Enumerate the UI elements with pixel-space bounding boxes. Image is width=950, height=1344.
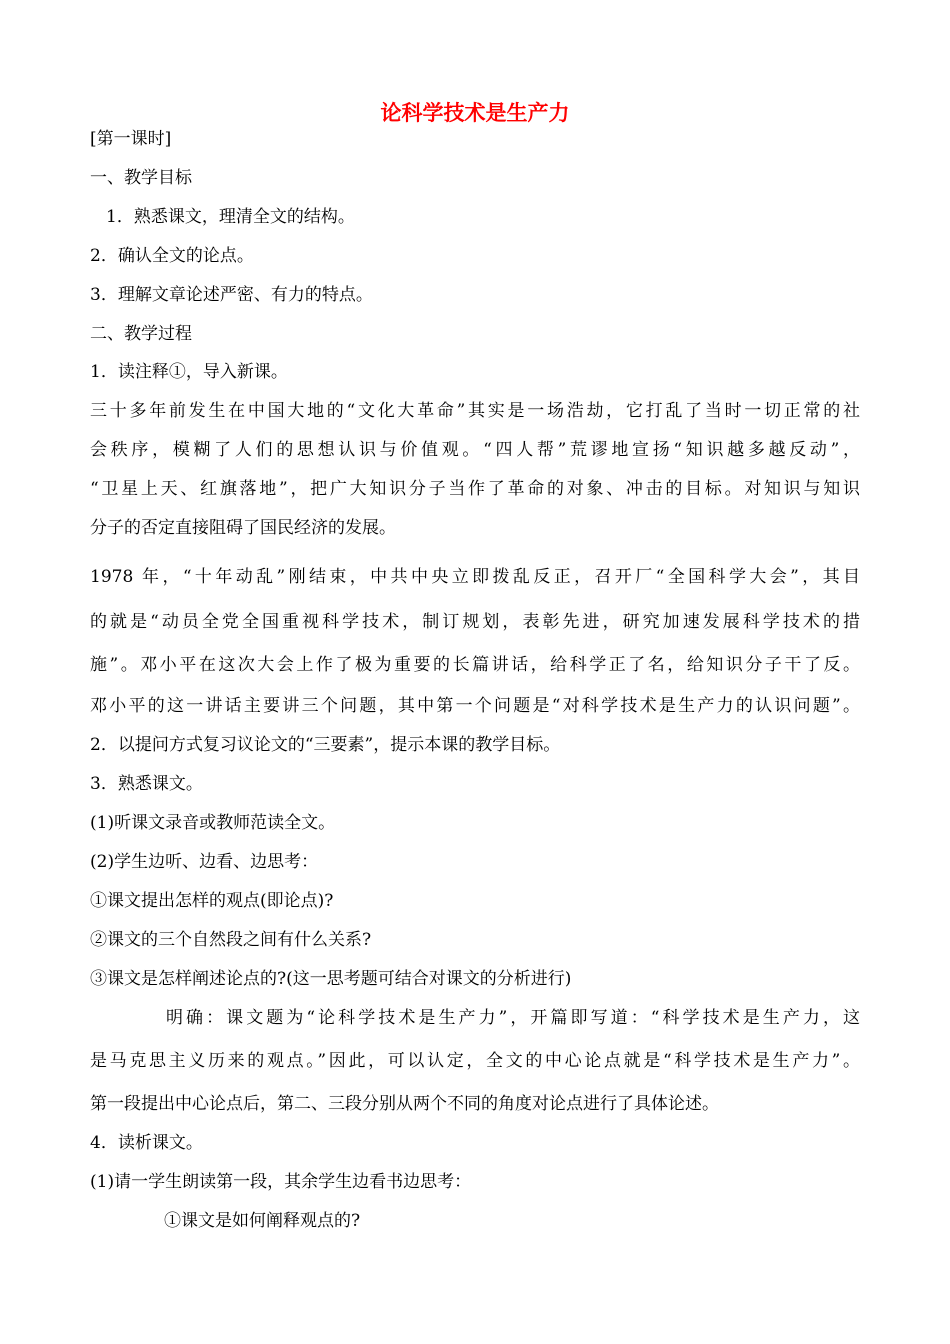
sub-step: (1)听课文录音或教师范读全文。 bbox=[90, 813, 336, 833]
paragraph-line: 施”。邓小平在这次大会上作了极为重要的长篇讲话，给科学正了名，给知识分子干了反。 bbox=[90, 655, 860, 675]
goal-item-2: 2．确认全文的论点。 bbox=[90, 246, 254, 266]
paragraph-line: 邓小平的这一讲话主要讲三个问题，其中第一个问题是“对科学技术是生产力的认识问题”。 bbox=[90, 696, 860, 716]
lesson-period-label: [第一课时] bbox=[90, 129, 172, 149]
question-item: ①课文提出怎样的观点(即论点)? bbox=[90, 891, 334, 911]
paragraph-line: 会秩序，模糊了人们的思想认识与价值观。“四人帮”荒谬地宣扬“知识越多越反动”， bbox=[90, 440, 860, 460]
paragraph-line: 是马克思主义历来的观点。”因此，可以认定，全文的中心论点就是“科学技术是生产力”。 bbox=[90, 1051, 860, 1071]
section-heading-goals: 一、教学目标 bbox=[90, 168, 192, 188]
paragraph-line: 第一段提出中心论点后，第二、三段分别从两个不同的角度对论点进行了具体论述。 bbox=[90, 1094, 719, 1114]
paragraph-line: 三十多年前发生在中国大地的“文化大革命”其实是一场浩劫，它打乱了当时一切正常的社 bbox=[90, 401, 860, 421]
process-step-2: 2．以提问方式复习议论文的“三要素”，提示本课的教学目标。 bbox=[90, 735, 561, 755]
sub-step: (2)学生边听、边看、边思考： bbox=[90, 852, 319, 872]
goal-item-1: 1．熟悉课文，理清全文的结构。 bbox=[106, 207, 355, 227]
question-item: ③课文是怎样阐述论点的?(这一思考题可结合对课文的分析进行) bbox=[90, 969, 572, 989]
question-item: ①课文是如何阐释观点的? bbox=[164, 1211, 361, 1231]
paragraph-line: 1978 年，“十年动乱”刚结束，中共中央立即拨乱反正，召开厂“全国科学大会”，其目 bbox=[90, 567, 860, 587]
process-step-1: 1．读注释①，导入新课。 bbox=[90, 362, 288, 382]
paragraph-line: 的就是“动员全党全国重视科学技术，制订规划，表彰先进，研究加速发展科学技术的措 bbox=[90, 612, 860, 632]
process-step-4: 4．读析课文。 bbox=[90, 1133, 203, 1153]
sub-step: (1)请一学生朗读第一段，其余学生边看书边思考： bbox=[90, 1172, 472, 1192]
paragraph-line: 明确：课文题为“论科学技术是生产力”，开篇即写道：“科学技术是生产力，这 bbox=[166, 1008, 860, 1028]
paragraph-line: “卫星上天、红旗落地”，把广大知识分子当作了革命的对象、冲击的目标。对知识与知识 bbox=[90, 479, 860, 499]
paragraph-line: 分子的否定直接阻碍了国民经济的发展。 bbox=[90, 518, 396, 538]
process-step-3: 3．熟悉课文。 bbox=[90, 774, 203, 794]
section-heading-process: 二、教学过程 bbox=[90, 324, 192, 344]
question-item: ②课文的三个自然段之间有什么关系? bbox=[90, 930, 372, 950]
document-title: 论科学技术是生产力 bbox=[380, 101, 570, 125]
goal-item-3: 3．理解文章论述严密、有力的特点。 bbox=[90, 285, 373, 305]
